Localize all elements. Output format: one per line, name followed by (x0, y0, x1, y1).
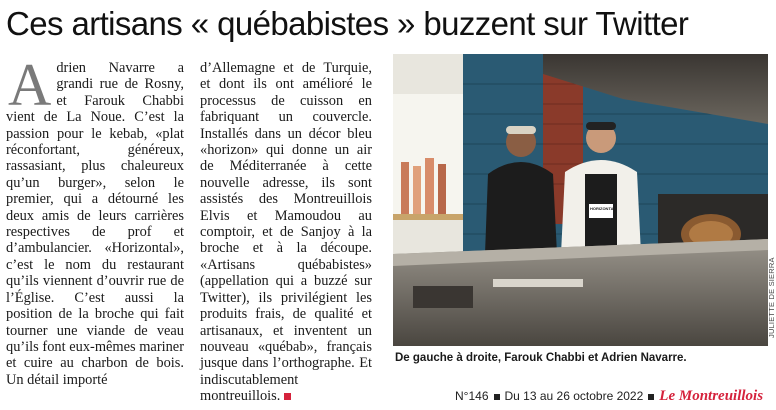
drop-cap: A (8, 52, 52, 118)
end-mark-icon (284, 393, 291, 400)
article-headline: Ces artisans « québabistes » buzzent sur Twitter (6, 5, 689, 42)
apron-logo: HORIZONTAL (590, 206, 616, 211)
column-1-text: drien Navarre a grandi rue de Rosny, et Farouk Chabbi vient de La Noue. C’est la passion pour le kebab, «plat réconfortant, généreux, rassasiant, plus chaleureux qu’un burger», selon le premier, qui a détourné les deux amis de leurs carrières respectives de prof et d’ambulancier. «Horizontal», c’est le nom du restaurant qu’ils viennent d’ouvrir rue de l’Église. C’est aussi la position de la broche qui fait tourner une viande de veau qu’ils font eux-mêmes mariner et cuire au charbon de bois. Un détail importé (6, 60, 184, 388)
issue-dates: Du 13 au 26 octobre 2022 (504, 389, 644, 403)
issue-number: N°146 (455, 389, 489, 403)
page-footer (455, 388, 763, 405)
photo-illustration (393, 54, 768, 346)
separator-icon (648, 394, 654, 400)
photo-caption: De gauche à droite, Farouk Chabbi et Adrien Navarre. (395, 352, 687, 364)
article-photo (393, 54, 768, 346)
column-2-text: d’Allemagne et de Turquie, et dont ils ont amélioré le processus de cuisson en fabriquant un couvercle. Installés dans un décor bleu «horizon» qui donne un air de Méditerranée à cette nouvelle adresse, ils sont assistés des Montreuillois Elvis et Mamoudou au comptoir, et de Sanjoy à la broche et à la découpe. «Artisans québabistes» (appellation qui a buzzé sur Twitter), ils privilégient les produits frais, de qualité et artisanaux, et inventent un nouveau «québab», français jusque dans l’orthographe. Et indiscutablement montreuillois. (200, 60, 372, 405)
article-column-2 (200, 60, 372, 405)
photo-credit: JULIETTE DE SIERRA (767, 257, 776, 338)
article-column-1 (6, 52, 184, 388)
separator-icon (494, 394, 500, 400)
publication-name: Le Montreuillois (659, 388, 764, 404)
